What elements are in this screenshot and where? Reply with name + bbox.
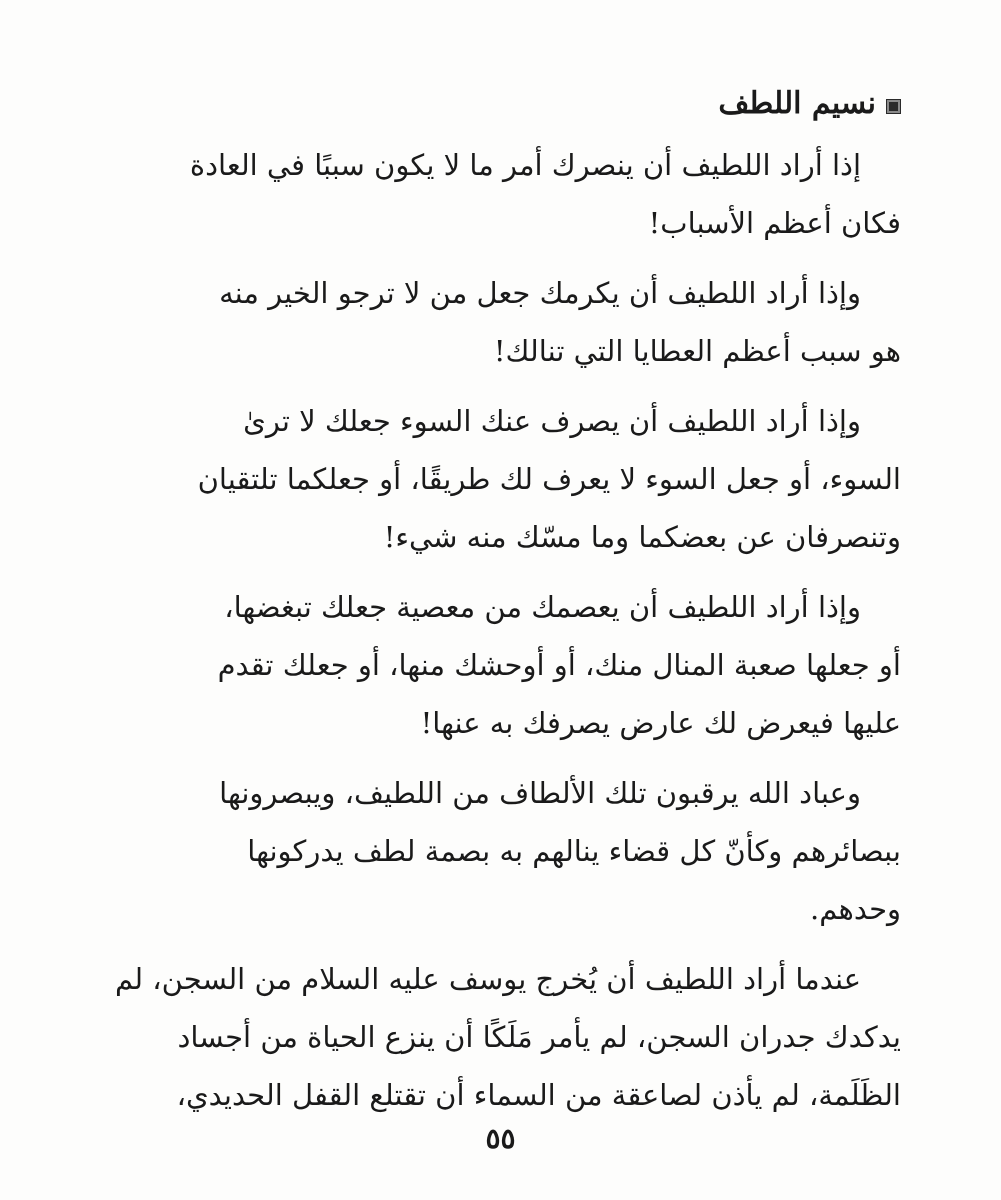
- paragraph-line: وحدهم.: [810, 892, 901, 926]
- section-title: نسيم اللطف: [718, 86, 876, 121]
- paragraph-1: [180, 136, 901, 252]
- paragraph-4: [180, 578, 901, 752]
- paragraph-line: إذا أراد اللطيف أن ينصرك أمر ما لا يكون سببًا في العادة: [189, 148, 861, 182]
- paragraph-line: أو جعلها صعبة المنال منك، أو أوحشك منها، أو جعلك تقدم: [217, 648, 901, 682]
- paragraph-line: وإذا أراد اللطيف أن يعصمك من معصية جعلك تبغضها،: [224, 590, 861, 624]
- paragraph-line: عندما أراد اللطيف أن يُخرج يوسف عليه السلام من السجن، لم: [114, 962, 861, 996]
- paragraph-line: ببصائرهم وكأنّ كل قضاء ينالهم به بصمة لطف يدركونها: [247, 834, 901, 868]
- paragraph-line: هو سبب أعظم العطايا التي تنالك!: [493, 334, 901, 368]
- paragraph-5: [180, 764, 901, 938]
- paragraph-line: وتنصرفان عن بعضكما وما مسّك منه شيء!: [383, 520, 901, 554]
- paragraph-line: وعباد الله يرقبون تلك الألطاف من اللطيف، ويبصرونها: [219, 776, 861, 810]
- paragraph-2: [180, 264, 901, 380]
- paragraph-line: الظَلَمة، لم يأذن لصاعقة من السماء أن تقتلع القفل الحديدي،: [176, 1078, 901, 1112]
- section-heading: [180, 82, 901, 126]
- paragraph-line: عليها فيعرض لك عارض يصرفك به عنها!: [420, 706, 901, 740]
- paragraph-line: وإذا أراد اللطيف أن يكرمك جعل من لا ترجو الخير منه: [219, 276, 861, 310]
- paragraph-6: [114, 950, 901, 1124]
- page-content: [114, 82, 901, 1136]
- paragraph-line: وإذا أراد اللطيف أن يصرف عنك السوء جعلك لا ترىٰ: [243, 404, 861, 438]
- square-bullet-icon: [886, 99, 901, 114]
- paragraph-line: فكان أعظم الأسباب!: [648, 206, 901, 240]
- paragraph-line: يدكدك جدران السجن، لم يأمر مَلَكًا أن ينزع الحياة من أجساد: [177, 1020, 901, 1054]
- paragraph-3: [180, 392, 901, 566]
- page-number: ٥٥: [485, 1122, 516, 1155]
- paragraph-line: السوء، أو جعل السوء لا يعرف لك طريقًا، أو جعلكما تلتقيان: [197, 462, 901, 496]
